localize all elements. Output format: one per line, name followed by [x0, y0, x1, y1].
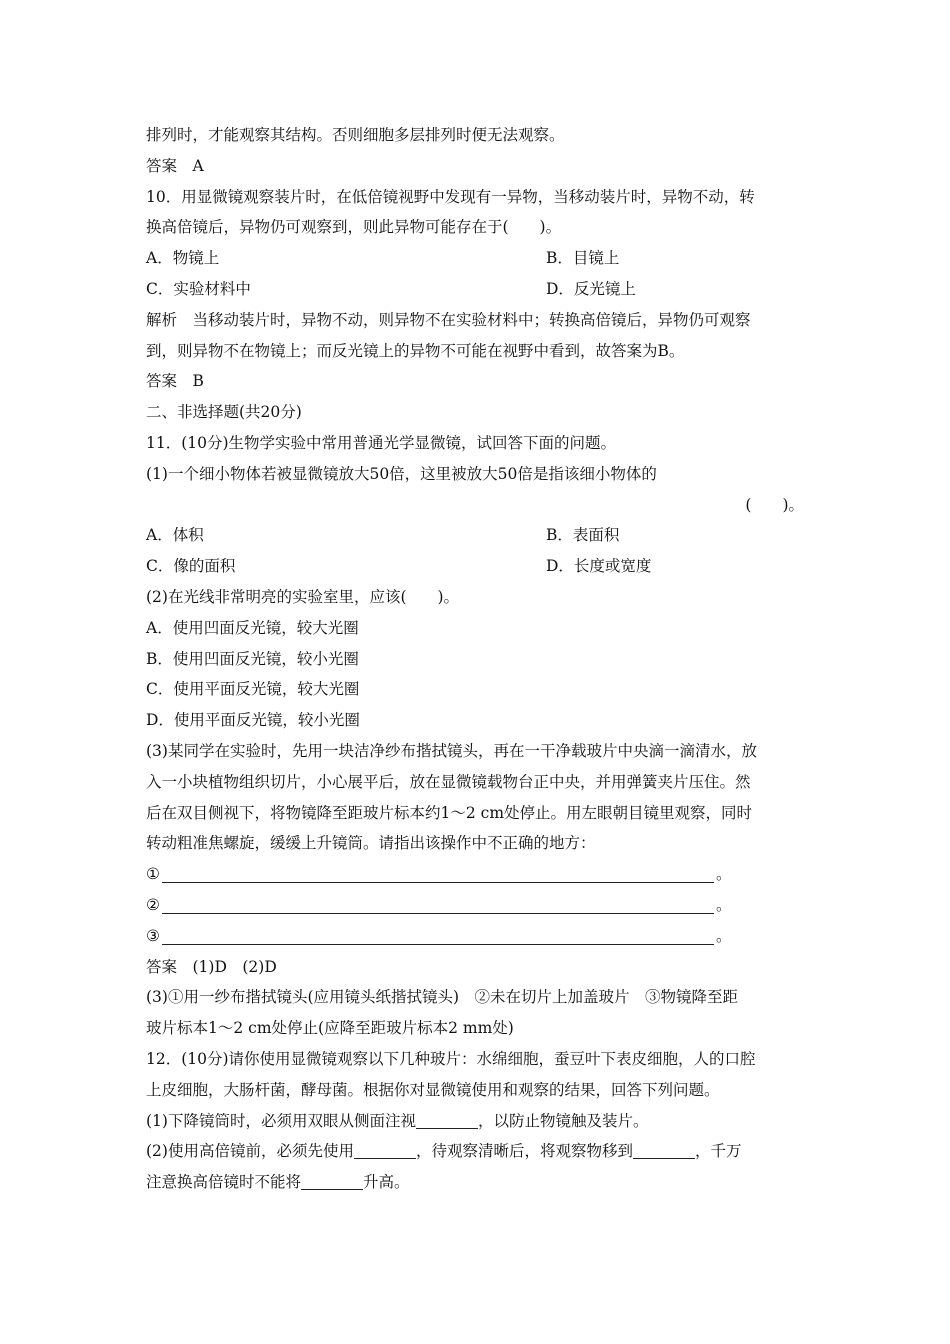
answer-line: 答案 B — [146, 372, 204, 391]
answer-detail-line-1: (3)①用一纱布揩拭镜头(应用镜头纸揩拭镜头) ②未在切片上加盖玻片 ③物镜降至距 — [146, 988, 739, 1007]
fill-blank[interactable] — [301, 1172, 363, 1190]
question-11-1-line: (1)一个细小物体若被显微镜放大50倍，这里被放大50倍是指该细小物体的 — [146, 464, 657, 483]
blank-period: 。 — [716, 865, 732, 884]
text-segment: 升高。 — [363, 1173, 410, 1192]
question-12-2-line — [146, 1136, 810, 1167]
answer-detail-line-2: 玻片标本1～2 cm处停止(应降至距玻片标本2 mm处) — [146, 1019, 514, 1038]
answer-bracket: ( )。 — [745, 495, 804, 514]
blank-rule[interactable] — [162, 892, 714, 914]
blank-number: ③ — [146, 926, 160, 945]
option-a: A．体积 — [146, 526, 204, 545]
question-11-3-line-3: 后在双目侧视下，将物镜降至距玻片标本约1～2 cm处停止。用左眼朝目镜里观察，同时 — [146, 803, 753, 822]
blank-period: 。 — [716, 926, 732, 945]
options-row — [146, 274, 810, 305]
option-c: C．实验材料中 — [146, 279, 251, 298]
question-12-line-2: 上皮细胞，大肠杆菌，酵母菌。根据你对显微镜使用和观察的结果，回答下列问题。 — [146, 1080, 720, 1099]
text-segment: ，待观察清晰后，将观察物移到 — [415, 1142, 633, 1161]
question-10-line-2: 换高倍镜后，异物仍可观察到，则此异物可能存在于( )。 — [146, 218, 562, 237]
option-d: D．长度或宽度 — [546, 557, 652, 576]
option-c: C．使用平面反光镜，较大光圈 — [146, 680, 360, 699]
fill-blank[interactable] — [354, 1141, 416, 1159]
option-d: D．使用平面反光镜，较小光圈 — [146, 711, 360, 730]
question-11-line: 11．(10分)生物学实验中常用普通光学显微镜，试回答下面的问题。 — [146, 433, 617, 452]
question-11-2-line: (2)在光线非常明亮的实验室里，应该( )。 — [146, 587, 460, 606]
question-12-line-1: 12．(10分)请你使用显微镜观察以下几种玻片：水绵细胞，蚕豆叶下表皮细胞，人的口腔 — [146, 1049, 756, 1068]
section-heading: 二、非选择题(共20分) — [146, 403, 302, 422]
text-segment: (1)下降镜筒时，必须用双眼从侧面注视 — [146, 1111, 416, 1130]
option-a: A．物镜上 — [146, 249, 220, 268]
answer-line: 答案 A — [146, 156, 204, 175]
option-c: C．像的面积 — [146, 557, 236, 576]
question-12-1-line — [146, 1106, 810, 1137]
explanation-line-2: 到，则异物不在物镜上；而反光镜上的异物不可能在视野中看到，故答案为B。 — [146, 341, 685, 360]
text-segment: (2)使用高倍镜前，必须先使用 — [146, 1142, 354, 1161]
blank-number: ② — [146, 895, 160, 914]
fill-blank[interactable] — [633, 1141, 695, 1159]
option-b: B．表面积 — [546, 526, 620, 545]
question-11-3-line-4: 转动粗准焦螺旋，缓缓上升镜筒。请指出该操作中不正确的地方： — [146, 834, 596, 853]
question-11-3-line-1: (3)某同学在实验时，先用一块洁净纱布揩拭镜头，再在一干净载玻片中央滴一滴清水，放 — [146, 741, 757, 760]
text-line: 排列时，才能观察其结构。否则细胞多层排列时便无法观察。 — [146, 126, 565, 144]
answer-blank-2 — [146, 890, 810, 921]
blank-rule[interactable] — [162, 861, 714, 883]
option-a: A．使用凹面反光镜，较大光圈 — [146, 618, 359, 637]
options-row — [146, 551, 810, 582]
answer-blank-3 — [146, 921, 810, 952]
options-row — [146, 520, 810, 551]
answer-blank-1 — [146, 859, 810, 890]
blank-period: 。 — [716, 895, 732, 914]
answer-line: 答案 (1)D (2)D — [146, 957, 277, 976]
options-row — [146, 243, 810, 274]
text-segment: ，以防止物镜触及装片。 — [477, 1111, 649, 1130]
explanation-line-1: 解析 当移动装片时，异物不动，则异物不在实验材料中；转换高倍镜后，异物仍可观察 — [146, 310, 751, 329]
fill-blank[interactable] — [416, 1111, 478, 1129]
blank-rule[interactable] — [162, 923, 714, 945]
text-segment: 注意换高倍镜时不能将 — [146, 1173, 302, 1192]
blank-number: ① — [146, 865, 160, 884]
question-12-3-line — [146, 1167, 810, 1198]
option-d: D．反光镜上 — [546, 279, 636, 298]
document-page — [146, 120, 810, 1198]
text-segment: ，千万 — [694, 1142, 742, 1161]
question-11-3-line-2: 入一小块植物组织切片，小心展平后，放在显微镜载物台正中央，并用弹簧夹片压住。然 — [146, 772, 751, 791]
option-b: B．目镜上 — [546, 249, 620, 268]
option-b: B．使用凹面反光镜，较小光圈 — [146, 649, 359, 668]
question-10-line-1: 10．用显微镜观察装片时，在低倍镜视野中发现有一异物，当移动装片时，异物不动，转 — [146, 187, 755, 206]
